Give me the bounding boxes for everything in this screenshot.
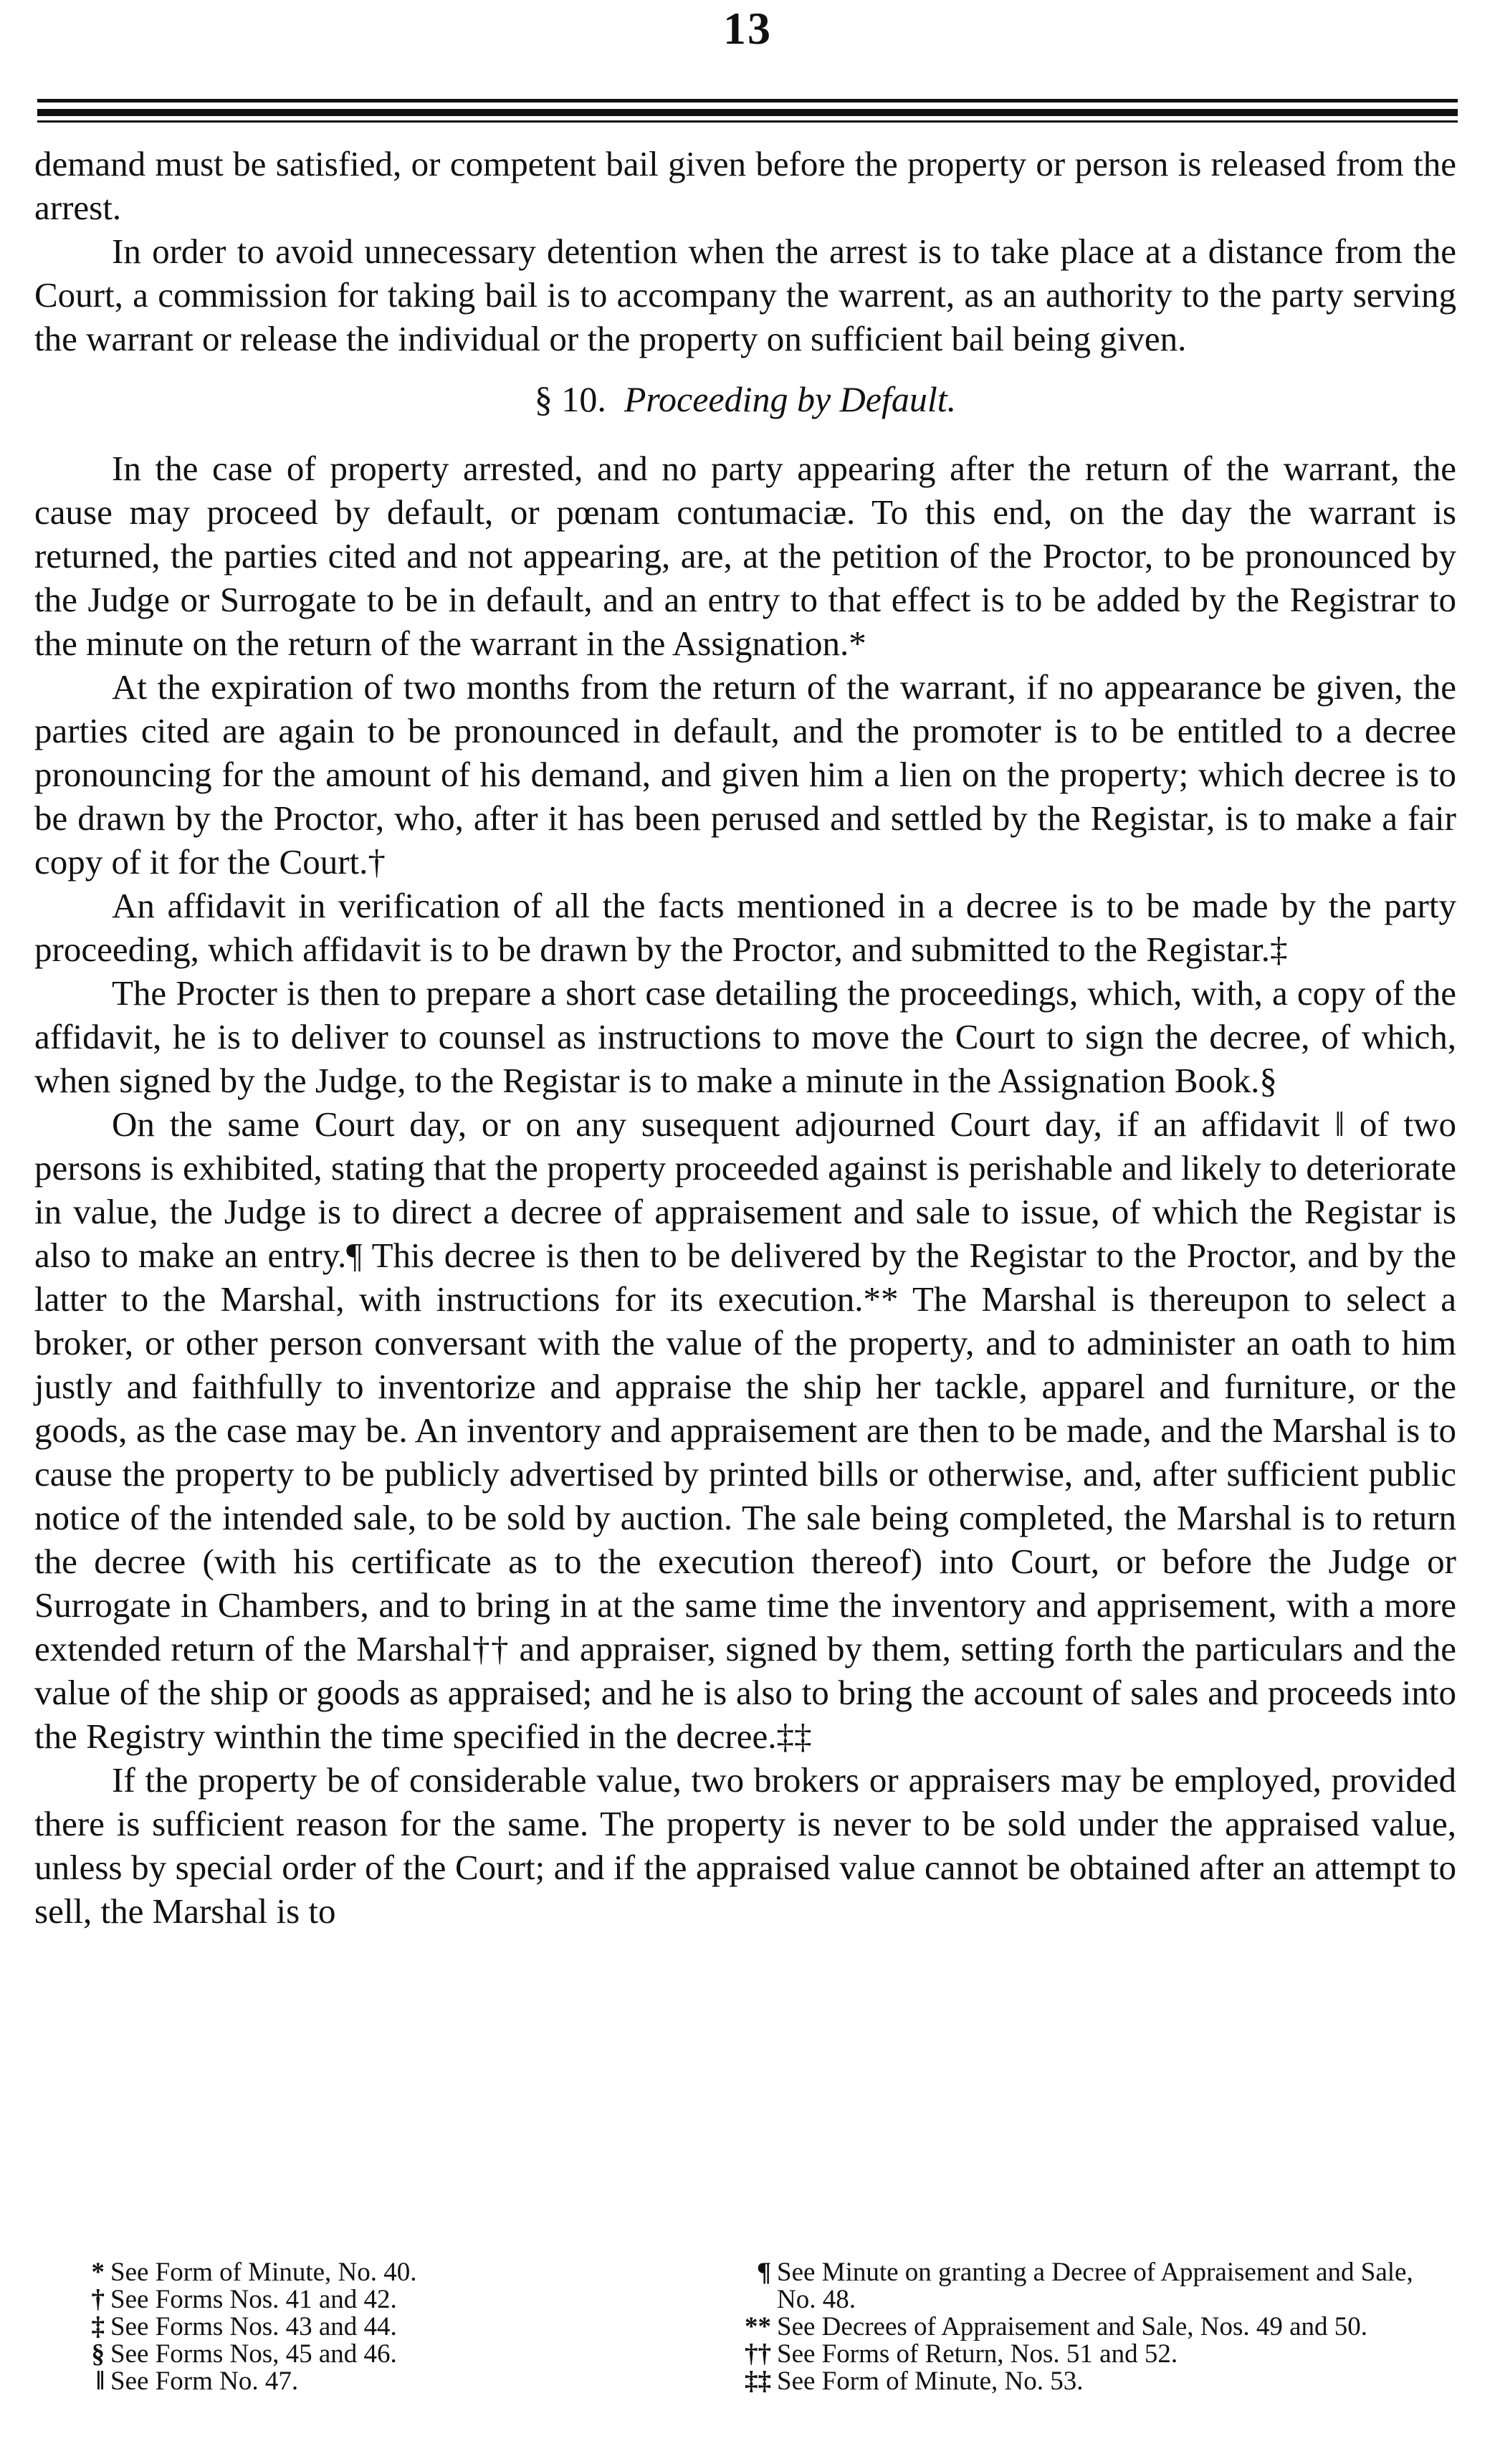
header-rule-top [37, 99, 1458, 102]
footnote-text: See Form of Minute, No. 40. [110, 2258, 417, 2287]
section-title: Proceeding by Default. [624, 379, 957, 419]
paragraph: On the same Court day, or on any susequent adjourned Court day, if an affidavit ‖ of two persons is exhibited, stating that the property proceeded against is perishable and likely to deteriorate in value, the Judge is to direct a decree of appraisement and sale to issue, of which the Registar is also to make an entry.¶ This decree is then to be delivered by the Registar to the Proctor, and by the latter to the Marshal, with instructions for its execution.** The Marshal is thereupon to select a broker, or other person conversant with the value of the property, and to administer an oath to him justly and faithfully to inventorize and appraise the ship her tackle, apparel and furniture, or the goods, as the case may be. An inventory and appraisement are then to be made, and the Marshal is to cause the property to be publicly advertised by printed bills or otherwise, and, after sufficient public notice of the intended sale, to be sold by auction. The sale being completed, the Marshal is to return the decree (with his certificate as to the execution thereof) into Court, or before the Judge or Surrogate in Chambers, and to bring in at the same time the inventory and apprisement, with a more extended return of the Marshal†† and appraiser, signed by them, setting forth the particulars and the value of the ship or goods as appraised; and he is also to bring the account of sales and proceeds into the Registry winthin the time specified in the decree.‡‡ [34, 1104, 1456, 1756]
footnote-text: See Form No. 47. [110, 2367, 299, 2396]
footnote-text: See Forms Nos. 41 and 42. [110, 2285, 397, 2314]
paragraph-continued: demand must be satisfied, or competent bail given before the property or person is released from the arrest. [34, 144, 1456, 227]
body-text [34, 142, 1456, 1933]
footnote [72, 2368, 588, 2395]
footnote [72, 2259, 588, 2286]
footnote-mark: ‡ [91, 2312, 105, 2341]
section-heading [34, 376, 1456, 422]
footnote-text: See Forms of Return, Nos. 51 and 52. [777, 2339, 1178, 2369]
footnote-mark: ¶ [757, 2258, 771, 2287]
footnote-text: See Forms Nos, 45 and 46. [110, 2339, 397, 2369]
footnote [724, 2368, 1448, 2395]
paragraph: If the property be of considerable value, two brokers or appraisers may be employed, provided there is sufficient reason for the same. The property is never to be sold under the appraised value, unless by special order of the Court; and if the appraised value cannot be obtained after an attempt to sell, the Marshal is to [34, 1760, 1456, 1931]
header-rule-bottom [37, 120, 1458, 123]
footnotes-right-column [724, 2259, 1448, 2395]
footnote-text: See Forms Nos. 43 and 44. [110, 2312, 397, 2341]
paragraph: In the case of property arrested, and no party appearing after the return of the warrant, the cause may proceed by default, or pœnam contumaciæ. To this end, on the day the warrant is returned, the parties cited and not appearing, are, at the petition of the Proctor, to be pronounced by the Judge or Surrogate to be in default, and an entry to that effect is to be added by the Registrar to the minute on the return of the warrant in the Assignation.* [34, 449, 1456, 663]
paragraph: In order to avoid unnecessary detention when the arrest is to take place at a distance from the Court, a commission for taking bail is to accompany the warrent, as an authority to the party serving the warrant or release the individual or the property on sufficient bail being given. [34, 231, 1456, 358]
footnote-mark: § [91, 2339, 105, 2369]
header-rule-thick [37, 109, 1458, 116]
footnote [72, 2313, 588, 2341]
footnote-mark: ** [745, 2312, 771, 2341]
footnotes-left-column [65, 2259, 588, 2395]
paragraph: An affidavit in verification of all the facts mentioned in a decree is to be made by the party proceeding, which affidavit is to be drawn by the Proctor, and submitted to the Registar.‡ [34, 886, 1456, 969]
paragraph: The Procter is then to prepare a short case detailing the proceedings, which, with, a copy of the affidavit, he is to deliver to counsel as instructions to move the Court to sign the decree, of which, when signed by the Judge, to the Registar is to make a minute in the Assignation Book.§ [34, 973, 1456, 1100]
footnote [72, 2286, 588, 2313]
paragraph: At the expiration of two months from the return of the warrant, if no appearance be given, the parties cited are again to be pronounced in default, and the promoter is to be entitled to a decree pronouncing for the amount of his demand, and given him a lien on the property; which decree is to be drawn by the Proctor, who, after it has been perused and settled by the Registar, is to make a fair copy of it for the Court.† [34, 667, 1456, 882]
page-number: 13 [723, 3, 772, 54]
footnote-text: See Form of Minute, No. 53. [777, 2367, 1084, 2396]
footnotes [65, 2259, 1448, 2395]
footnote-mark: † [91, 2285, 105, 2314]
footnote [72, 2341, 588, 2368]
footnote [724, 2341, 1448, 2368]
footnote-mark: * [91, 2258, 105, 2287]
footnote [724, 2259, 1448, 2313]
footnote-mark: ‖ [96, 2367, 105, 2396]
footnote-mark: ‡‡ [745, 2367, 771, 2396]
footnote-text: See Decrees of Appraisement and Sale, Nos. 49 and 50. [777, 2312, 1368, 2341]
footnote-text: See Minute on granting a Decree of Appraisement and Sale, No. 48. [777, 2258, 1413, 2314]
footnote [724, 2313, 1448, 2341]
section-number: § 10. [534, 379, 606, 419]
footnote-mark: †† [745, 2339, 771, 2369]
